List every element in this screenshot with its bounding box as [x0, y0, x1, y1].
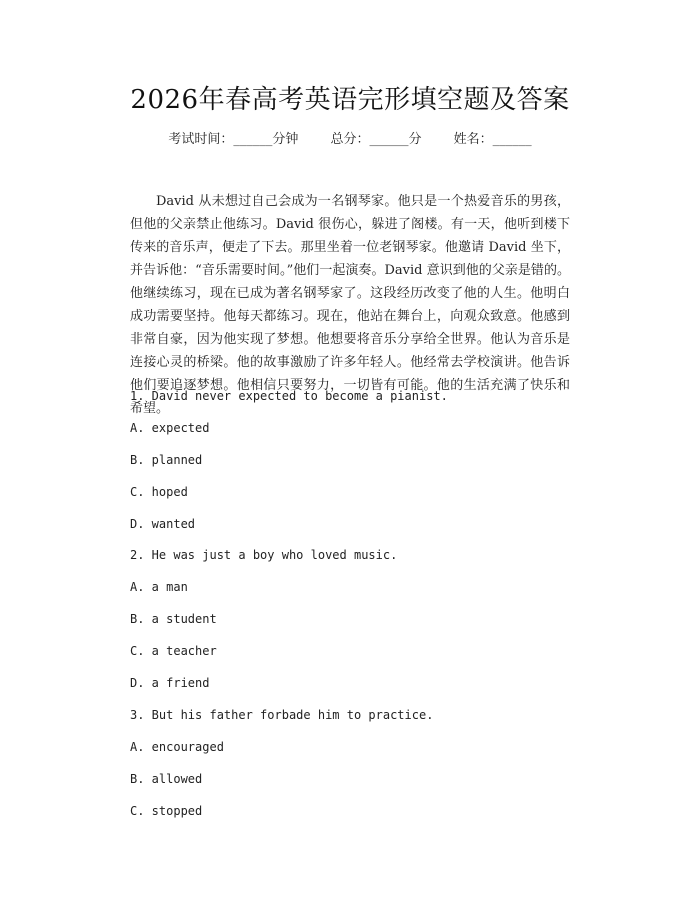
exam-info-line: [0, 130, 700, 150]
student-name-field: 姓名：______: [453, 132, 532, 147]
answer-option: B. a student: [130, 612, 217, 627]
page-title: 2026年春高考英语完形填空题及答案: [130, 85, 570, 115]
answer-option: C. stopped: [130, 803, 203, 818]
answer-option: B. planned: [130, 452, 203, 467]
answer-option: A. a man: [130, 580, 188, 595]
answer-option: D. a friend: [130, 676, 210, 691]
question-stem: 3. But his father forbade him to practice.: [130, 707, 434, 722]
answer-option: D. wanted: [130, 516, 196, 531]
answer-option: B. allowed: [130, 771, 203, 786]
answer-option: A. encouraged: [130, 739, 224, 754]
total-score-field: 总分：______分: [330, 132, 422, 147]
reading-passage: David 从未想过自己会成为一名钢琴家。他只是一个热爱音乐的男孩，但他的父亲禁止他练习。David 很伤心，躲进了阁楼。有一天，他听到楼下传来的音乐声，便走了下去。那里坐着一位老钢琴家。他邀请 David 坐下，并告诉他：“音乐需要时间。”他们一起演奏。David 意识到他的父亲是错的。他继续练习，现在已成为著名钢琴家了。这段经历改变了他的人生。他明白成功需要坚持。他每天都练习。现在，他站在舞台上，向观众致意。他感到非常自豪，因为他实现了梦想。他想要将音乐分享给全世界。他认为音乐是连接心灵的桥梁。他的故事激励了许多年轻人。他经常去学校演讲。他告诉他们要追逐梦想。他相信只要努力，一切皆有可能。他的生活充满了快乐和希望。: [130, 194, 570, 416]
question-list: [130, 385, 580, 831]
answer-option: C. hoped: [130, 484, 188, 499]
question-stem: 2. He was just a boy who loved music.: [130, 548, 398, 563]
answer-option: A. expected: [130, 420, 210, 435]
exam-time-field: 考试时间：______分钟: [168, 132, 299, 147]
question-stem: 1. David never expected to become a pianist.: [130, 389, 448, 403]
answer-option: C. a teacher: [130, 644, 217, 659]
